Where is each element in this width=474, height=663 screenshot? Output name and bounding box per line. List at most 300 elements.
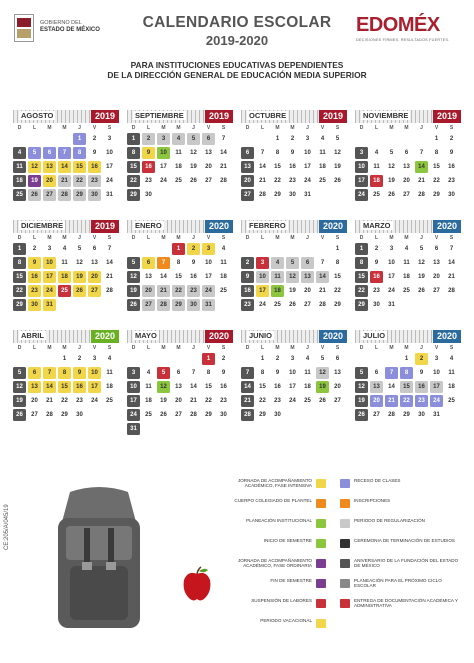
day-name: V (320, 235, 325, 241)
day-cell: 23 (370, 285, 383, 297)
day-cell: 4 (301, 353, 314, 365)
month-name: SEPTIEMBRE (135, 111, 184, 120)
day-names-row (241, 125, 347, 131)
month-octubre (241, 110, 347, 201)
day-cell: 7 (187, 367, 200, 379)
month-year: 2019 (319, 110, 347, 123)
day-cell: 21 (241, 395, 254, 407)
day-cell: 16 (217, 381, 230, 393)
month-name: OCTUBRE (249, 111, 287, 120)
month-julio (355, 330, 461, 421)
empty-cell (415, 133, 428, 145)
empty-cell (355, 353, 368, 365)
day-cell: 21 (43, 395, 56, 407)
day-cell: 31 (127, 423, 140, 435)
day-cell: 16 (142, 161, 155, 173)
day-cell: 17 (385, 271, 398, 283)
day-cell: 6 (301, 257, 314, 269)
empty-cell (187, 353, 200, 365)
day-cell: 30 (187, 299, 200, 311)
days-grid (13, 353, 119, 421)
month-header (13, 110, 119, 123)
day-cell: 7 (157, 257, 170, 269)
month-name: ABRIL (21, 331, 44, 340)
month-name: JUNIO (249, 331, 272, 340)
day-cell: 1 (127, 133, 140, 145)
month-year: 2020 (433, 330, 461, 343)
day-cell: 12 (316, 367, 329, 379)
day-name: D (17, 345, 22, 351)
legend-label: FIN DE SEMESTRE (270, 578, 312, 583)
day-name: V (206, 235, 211, 241)
day-cell: 22 (127, 175, 140, 187)
day-cell: 19 (127, 285, 140, 297)
day-name: J (420, 125, 423, 131)
day-cell: 2 (415, 353, 428, 365)
month-enero (127, 220, 233, 311)
legend-item (340, 516, 470, 536)
day-cell: 26 (127, 299, 140, 311)
month-abril (13, 330, 119, 421)
day-cell: 14 (187, 381, 200, 393)
day-cell: 28 (217, 175, 230, 187)
day-cell: 10 (103, 147, 116, 159)
day-cell: 18 (301, 381, 314, 393)
day-cell: 22 (256, 395, 269, 407)
day-cell: 4 (271, 257, 284, 269)
day-cell: 29 (13, 299, 26, 311)
days-grid (127, 133, 233, 201)
month-name: NOVIEMBRE (363, 111, 409, 120)
empty-cell (28, 353, 41, 365)
day-cell: 23 (73, 395, 86, 407)
day-name: D (17, 235, 22, 241)
day-cell: 30 (73, 409, 86, 421)
empty-cell (256, 243, 269, 255)
day-cell: 8 (331, 257, 344, 269)
day-cell: 3 (103, 133, 116, 145)
day-cell: 6 (241, 147, 254, 159)
day-names-row (355, 235, 461, 241)
day-name: M (161, 235, 166, 241)
day-cell: 16 (88, 161, 101, 173)
day-cell: 12 (385, 161, 398, 173)
legend-label: RECESO DE CLASES (354, 478, 401, 483)
day-cell: 9 (445, 147, 458, 159)
day-cell: 11 (316, 147, 329, 159)
brand-logo (356, 14, 466, 42)
day-cell: 4 (316, 133, 329, 145)
day-name: M (176, 345, 181, 351)
day-names-row (127, 125, 233, 131)
day-cell: 17 (256, 285, 269, 297)
legend (0, 440, 474, 663)
day-name: J (192, 235, 195, 241)
day-cell: 18 (370, 175, 383, 187)
day-cell: 1 (58, 353, 71, 365)
legend-swatch (340, 599, 350, 608)
day-cell: 5 (316, 353, 329, 365)
day-cell: 19 (286, 285, 299, 297)
day-name: J (420, 235, 423, 241)
day-name: S (449, 345, 454, 351)
day-cell: 21 (58, 175, 71, 187)
month-name: DICIEMBRE (21, 221, 64, 230)
legend-item (340, 496, 470, 516)
day-cell: 5 (286, 257, 299, 269)
day-cell: 9 (415, 367, 428, 379)
day-cell: 24 (202, 285, 215, 297)
day-cell: 27 (331, 395, 344, 407)
day-cell: 30 (445, 189, 458, 201)
day-cell: 17 (157, 161, 170, 173)
month-name: ENERO (135, 221, 162, 230)
legend-swatch (316, 519, 326, 528)
day-cell: 1 (172, 243, 185, 255)
day-cell: 23 (142, 175, 155, 187)
day-cell: 24 (430, 395, 443, 407)
day-name: L (32, 345, 37, 351)
day-cell: 12 (355, 381, 368, 393)
day-cell: 14 (256, 161, 269, 173)
empty-cell (157, 353, 170, 365)
day-cell: 27 (241, 189, 254, 201)
day-cell: 6 (370, 367, 383, 379)
day-cell: 31 (103, 189, 116, 201)
day-cell: 19 (28, 175, 41, 187)
month-header (241, 110, 347, 123)
empty-cell (127, 243, 140, 255)
page-title: CALENDARIO ESCOLAR (142, 14, 332, 31)
day-cell: 5 (73, 243, 86, 255)
day-cell: 22 (13, 285, 26, 297)
legend-item (222, 616, 326, 636)
day-name: M (62, 235, 67, 241)
day-name: M (404, 235, 409, 241)
legend-label: JORNADA DE ACOMPAÑAMIENTO ACADÉMICO, FASE INTENSIVA (237, 478, 312, 489)
day-cell: 14 (445, 257, 458, 269)
day-cell: 31 (43, 299, 56, 311)
day-cell: 3 (286, 353, 299, 365)
day-cell: 26 (355, 409, 368, 421)
day-cell: 17 (301, 161, 314, 173)
month-year: 2020 (433, 220, 461, 233)
day-cell: 29 (271, 189, 284, 201)
day-cell: 29 (331, 299, 344, 311)
day-cell: 2 (73, 353, 86, 365)
day-cell: 11 (445, 367, 458, 379)
day-cell: 3 (256, 257, 269, 269)
day-cell: 26 (157, 409, 170, 421)
empty-cell (43, 133, 56, 145)
day-cell: 13 (28, 381, 41, 393)
day-cell: 28 (385, 409, 398, 421)
legend-label: PERIODO DE REGULARIZACIÓN (354, 518, 425, 523)
day-cell: 24 (301, 175, 314, 187)
day-cell: 14 (217, 147, 230, 159)
subtitle-line-2: DE LA DIRECCIÓN GENERAL DE EDUCACIÓN MEDIA SUPERIOR (107, 70, 367, 80)
month-header (355, 330, 461, 343)
day-names-row (241, 345, 347, 351)
day-cell: 9 (73, 367, 86, 379)
day-name: L (260, 125, 265, 131)
day-cell: 9 (271, 367, 284, 379)
day-cell: 4 (370, 147, 383, 159)
day-cell: 10 (88, 367, 101, 379)
day-cell: 16 (73, 381, 86, 393)
legend-item (222, 536, 326, 556)
day-name: S (449, 235, 454, 241)
empty-cell (157, 243, 170, 255)
day-cell: 14 (316, 271, 329, 283)
days-grid (355, 243, 461, 311)
empty-cell (385, 353, 398, 365)
days-grid (355, 353, 461, 421)
day-cell: 26 (316, 395, 329, 407)
day-cell: 31 (385, 299, 398, 311)
header (0, 0, 474, 110)
empty-cell (370, 133, 383, 145)
legend-swatch (316, 579, 326, 588)
day-cell: 24 (385, 285, 398, 297)
legend-label: ANIVERSARIO DE LA FUNDACIÓN DEL ESTADO DE MÉXICO (354, 558, 459, 569)
day-cell: 10 (355, 161, 368, 173)
empty-cell (316, 243, 329, 255)
legend-swatch (340, 479, 350, 488)
day-cell: 26 (385, 189, 398, 201)
day-cell: 17 (43, 271, 56, 283)
day-cell: 12 (331, 147, 344, 159)
day-name: M (275, 235, 280, 241)
day-cell: 9 (286, 147, 299, 159)
day-cell: 15 (355, 271, 368, 283)
empty-cell (43, 353, 56, 365)
day-cell: 29 (172, 299, 185, 311)
legend-left (222, 476, 326, 636)
day-cell: 7 (103, 243, 116, 255)
day-cell: 18 (400, 271, 413, 283)
day-cell: 7 (415, 147, 428, 159)
day-cell: 23 (286, 175, 299, 187)
day-cell: 25 (370, 189, 383, 201)
month-mayo (127, 330, 233, 435)
day-cell: 5 (127, 257, 140, 269)
day-cell: 1 (73, 133, 86, 145)
day-cell: 16 (271, 381, 284, 393)
day-cell: 4 (400, 243, 413, 255)
day-cell: 6 (202, 133, 215, 145)
day-cell: 4 (103, 353, 116, 365)
day-cell: 27 (88, 285, 101, 297)
day-name: D (359, 235, 364, 241)
day-cell: 19 (415, 271, 428, 283)
day-cell: 20 (370, 395, 383, 407)
day-name: M (290, 345, 295, 351)
day-cell: 22 (430, 175, 443, 187)
month-header (127, 330, 233, 343)
day-cell: 28 (256, 189, 269, 201)
day-name: S (221, 345, 226, 351)
day-cell: 9 (28, 257, 41, 269)
day-cell: 6 (43, 147, 56, 159)
day-name: L (374, 125, 379, 131)
month-febrero (241, 220, 347, 311)
month-name: AGOSTO (21, 111, 54, 120)
day-cell: 11 (103, 367, 116, 379)
legend-item (340, 476, 470, 496)
month-header (127, 220, 233, 233)
days-grid (241, 133, 347, 201)
day-cell: 27 (430, 285, 443, 297)
day-cell: 25 (13, 189, 26, 201)
day-names-row (13, 235, 119, 241)
day-cell: 7 (256, 147, 269, 159)
month-year: 2020 (319, 330, 347, 343)
empty-cell (58, 133, 71, 145)
day-cell: 21 (415, 175, 428, 187)
day-cell: 22 (400, 395, 413, 407)
brand-slogan: DECISIONES FIRMES, RESULTADOS FUERTES. (356, 38, 450, 42)
month-name: MARZO (363, 221, 391, 230)
day-cell: 2 (445, 133, 458, 145)
day-name: V (206, 345, 211, 351)
day-cell: 22 (73, 175, 86, 187)
title-block (125, 14, 349, 48)
day-name: M (47, 235, 52, 241)
day-cell: 4 (58, 243, 71, 255)
empty-cell (400, 133, 413, 145)
legend-swatch (340, 519, 350, 528)
empty-cell (286, 243, 299, 255)
day-cell: 11 (271, 271, 284, 283)
day-cell: 8 (13, 257, 26, 269)
day-name: S (221, 235, 226, 241)
subtitle (0, 60, 474, 80)
day-cell: 10 (43, 257, 56, 269)
month-year: 2020 (205, 220, 233, 233)
day-cell: 7 (445, 243, 458, 255)
day-cell: 27 (43, 189, 56, 201)
day-cell: 13 (172, 381, 185, 393)
day-name: S (335, 125, 340, 131)
day-names-row (13, 345, 119, 351)
day-cell: 24 (43, 285, 56, 297)
day-name: J (192, 125, 195, 131)
day-name: M (389, 345, 394, 351)
day-cell: 16 (286, 161, 299, 173)
day-cell: 16 (445, 161, 458, 173)
legend-label: JORNADA DE ACOMPAÑAMIENTO ACADÉMICO, FASE ORDINARIA (237, 558, 312, 569)
day-name: L (260, 345, 265, 351)
day-cell: 22 (172, 285, 185, 297)
day-cell: 23 (445, 175, 458, 187)
day-cell: 22 (355, 285, 368, 297)
day-name: S (107, 235, 112, 241)
day-cell: 11 (142, 381, 155, 393)
day-name: M (161, 125, 166, 131)
day-name: L (260, 235, 265, 241)
day-cell: 23 (187, 285, 200, 297)
month-header (241, 330, 347, 343)
day-cell: 14 (157, 271, 170, 283)
day-cell: 20 (202, 161, 215, 173)
day-cell: 31 (430, 409, 443, 421)
day-cell: 5 (331, 133, 344, 145)
day-cell: 2 (88, 133, 101, 145)
day-name: L (146, 235, 151, 241)
day-cell: 10 (256, 271, 269, 283)
day-cell: 28 (241, 409, 254, 421)
day-cell: 17 (127, 395, 140, 407)
day-cell: 15 (430, 161, 443, 173)
day-cell: 3 (157, 133, 170, 145)
day-cell: 18 (58, 271, 71, 283)
day-cell: 21 (157, 285, 170, 297)
legend-label: ENTREGA DE DOCUMENTACIÓN ACADÉMICA Y ADMINISTRATIVA (354, 598, 458, 609)
day-name: V (320, 125, 325, 131)
day-cell: 28 (103, 285, 116, 297)
day-cell: 11 (172, 147, 185, 159)
day-cell: 16 (28, 271, 41, 283)
legend-label: CUERPO COLEGIADO DE PLANTEL (234, 498, 312, 503)
day-cell: 25 (316, 175, 329, 187)
month-agosto (13, 110, 119, 201)
month-marzo (355, 220, 461, 311)
backpack-icon (40, 482, 158, 632)
day-name: M (275, 125, 280, 131)
day-cell: 5 (28, 147, 41, 159)
day-name: V (320, 345, 325, 351)
day-cell: 30 (370, 299, 383, 311)
empty-cell (172, 353, 185, 365)
day-cell: 6 (142, 257, 155, 269)
day-cell: 16 (187, 271, 200, 283)
day-cell: 15 (13, 271, 26, 283)
day-cell: 30 (88, 189, 101, 201)
month-junio (241, 330, 347, 421)
legend-swatch (340, 559, 350, 568)
legend-item (340, 576, 470, 596)
day-name: J (306, 345, 309, 351)
day-cell: 20 (88, 271, 101, 283)
month-year: 2020 (205, 330, 233, 343)
day-cell: 5 (13, 367, 26, 379)
day-cell: 26 (415, 285, 428, 297)
day-cell: 23 (28, 285, 41, 297)
government-logo (14, 14, 124, 50)
legend-item (340, 536, 470, 556)
day-cell: 1 (256, 353, 269, 365)
day-cell: 22 (271, 175, 284, 187)
day-cell: 27 (400, 189, 413, 201)
legend-swatch (340, 499, 350, 508)
empty-cell (13, 353, 26, 365)
document-code: CE:205/A/045/19 (4, 504, 10, 550)
day-cell: 10 (202, 257, 215, 269)
day-cell: 23 (217, 395, 230, 407)
day-cell: 14 (43, 381, 56, 393)
day-cell: 23 (88, 175, 101, 187)
day-cell: 20 (241, 175, 254, 187)
day-cell: 4 (142, 367, 155, 379)
day-cell: 3 (202, 243, 215, 255)
empty-cell (256, 133, 269, 145)
day-cell: 13 (331, 367, 344, 379)
day-cell: 29 (58, 409, 71, 421)
day-name: V (434, 235, 439, 241)
day-cell: 8 (202, 367, 215, 379)
day-cell: 18 (271, 285, 284, 297)
